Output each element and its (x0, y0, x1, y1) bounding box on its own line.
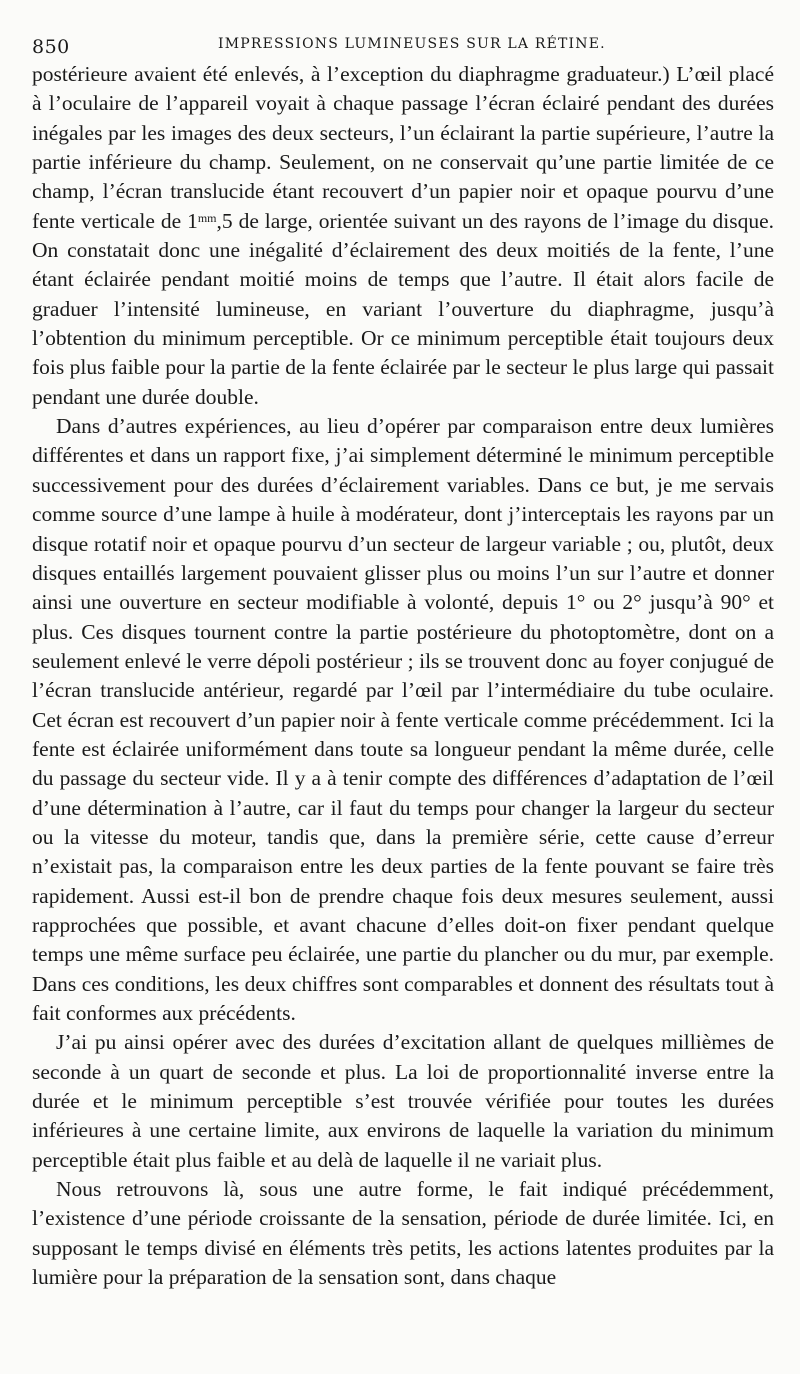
millimeter-superscript: mm (197, 210, 217, 225)
paragraph-1-text-end: ,5 de large, orientée suivant un des rayons de l’image du disque. On constatait donc une inégalité d’éclairement des deux moitiés de la fente, l’une étant éclairée pendant moitié moins de temps que l’autre. Il était alors facile de graduer l’intensité lumineuse, en variant l’ouverture du diaphragme, jusqu’à l’obtention du minimum perceptible. Or ce minimum perceptible était toujours deux fois plus faible pour la partie de la fente éclairée par le secteur le plus large qui passait pendant une durée double. (32, 208, 774, 409)
paragraph-2: Dans d’autres expériences, au lieu d’opérer par comparaison entre deux lumières différentes et dans un rapport fixe, j’ai simplement déterminé le minimum perceptible successivement pour des durées d’éclairement variables. Dans ce but, je me servais comme source d’une lampe à huile à modérateur, dont j’interceptais les rayons par un disque rotatif noir et opaque pourvu d’un secteur de largeur variable ; ou, plutôt, deux disques entaillés largement pouvaient glisser plus ou moins l’un sur l’autre et donner ainsi une ouverture en secteur modifiable à volonté, depuis 1° ou 2° jusqu’à 90° et plus. Ces disques tournent contre la partie postérieure du photoptomètre, dont on a seulement enlevé le verre dépoli postérieur ; ils se trouvent donc au foyer conjugué de l’écran translucide antérieur, regardé par l’œil par l’intermédiaire du tube oculaire. Cet écran est recouvert d’un papier noir à fente verticale comme précédemment. Ici la fente est éclairée uniformément dans toute sa longueur pendant la même durée, celle du passage du secteur vide. Il y a à tenir compte des différences d’adaptation de l’œil d’une détermination à l’autre, car il faut du temps pour changer la largeur du secteur ou la vitesse du moteur, tandis que, dans la première série, cette cause d’erreur n’existait pas, la comparaison entre les deux parties de la fente pouvant se faire très rapidement. Aussi est-il bon de prendre chaque fois deux mesures seulement, aussi rapprochées que possible, et avant chacune d’elles doit-on fixer pendant quelque temps une même surface peu éclairée, une partie du plancher ou du mur, par exemple. Dans ces conditions, les deux chiffres sont comparables et donnent des résultats tout à fait conformes aux précédents. (32, 414, 774, 1025)
paragraph-3: J’ai pu ainsi opérer avec des durées d’excitation allant de quelques millièmes de seconde à un quart de seconde et plus. La loi de proportionnalité inverse entre la durée et le minimum perceptible s’est trouvée vérifiée pour toutes les durées inférieures à une certaine limite, aux environs de laquelle la variation du minimum perceptible était plus faible et au delà de laquelle il ne variait plus. (32, 1030, 774, 1172)
running-title: IMPRESSIONS LUMINEUSES SUR LA RÉTINE. (218, 36, 606, 52)
running-head (32, 28, 772, 58)
paragraph-1-text-start: postérieure avaient été enlevés, à l’exception du diaphragme graduateur.) L’œil placé à l’oculaire de l’appareil voyait à chaque passage l’écran éclairé pendant des durées inégales par les images des deux secteurs, l’un éclairant la partie supérieure, l’autre la partie inférieure du champ. Seulement, on ne conservait qu’une partie limitée de ce champ, l’écran translucide étant recouvert d’un papier noir et opaque pourvu d’une fente verticale de 1 (32, 62, 774, 233)
body-text (32, 60, 774, 1292)
paragraph-1 (32, 60, 774, 412)
page-number: 850 (32, 36, 70, 58)
paragraph-4: Nous retrouvons là, sous une autre forme, le fait indiqué précédemment, l’existence d’une période croissante de la sensation, période de durée limitée. Ici, en supposant le temps divisé en éléments très petits, les actions latentes produites par la lumière pour la préparation de la sensation sont, dans chaque (32, 1177, 774, 1290)
